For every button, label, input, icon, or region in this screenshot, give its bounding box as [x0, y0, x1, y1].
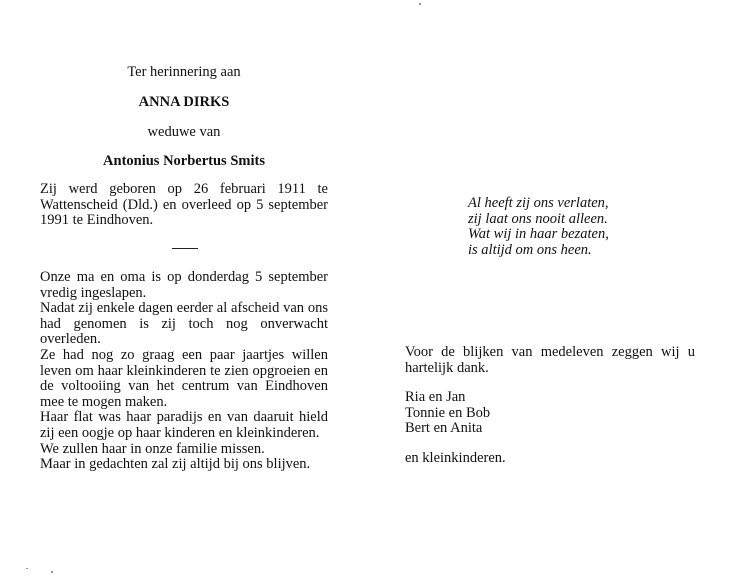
right-page: [400, 0, 700, 576]
scan-speck: [26, 568, 28, 569]
left-page: [40, 0, 328, 576]
family-names: [405, 390, 605, 437]
poem: [468, 196, 668, 258]
widow-of-line: weduwe van: [147, 124, 221, 140]
poem-line: is altijd om ons heen.: [468, 241, 592, 258]
family-name: Bert en Anita: [405, 420, 483, 437]
obituary-paragraph: Maar in gedachten zal zij altijd bij ons blijven.: [40, 456, 311, 473]
husband-name: Antonius Norbertus Smits: [103, 153, 265, 169]
family-name: Tonnie en Bob: [405, 404, 491, 421]
obituary-paragraph: Onze ma en oma is op donderdag 5 september vredig ingeslapen.: [40, 269, 328, 301]
separator-line: [172, 248, 198, 249]
family-name: Ria en Jan: [405, 389, 466, 405]
thanks-text: Voor de blijken van medeleven zeggen wij u hartelijk dank.: [405, 344, 695, 376]
intro-line: Ter herinnering aan: [127, 64, 241, 80]
obituary-paragraph: We zullen haar in onze familie missen.: [40, 440, 265, 457]
deceased-name: ANNA DIRKS: [138, 94, 230, 110]
obituary-paragraph: Ze had nog zo graag een paar jaartjes willen leven om haar kleinkinderen te zien opgroeien en de voltooiing van het centrum van Eindhoven mee te mogen maken.: [40, 346, 328, 410]
obituary-text: [40, 270, 328, 473]
grandchildren-line: en kleinkinderen.: [405, 450, 506, 466]
birth-death-text: Zij werd geboren op 26 februari 1911 te Wattenscheid (Dld.) en overleed op 5 september 1991 te Eindhoven.: [40, 181, 328, 229]
obituary-paragraph: Nadat zij enkele dagen eerder al afscheid van ons had genomen is zij toch nog onverwacht overleden.: [40, 300, 328, 348]
scan-speck: [51, 571, 53, 573]
poem-line: Wat wij in haar bezaten,: [468, 226, 609, 243]
poem-line: zij laat ons nooit alleen.: [468, 210, 608, 227]
poem-line: Al heeft zij ons verlaten,: [468, 195, 609, 211]
scan-speck: [419, 3, 421, 5]
obituary-paragraph: Haar flat was haar paradijs en van daaruit hield zij een oogje op haar kinderen en kleinkinderen.: [40, 409, 328, 441]
